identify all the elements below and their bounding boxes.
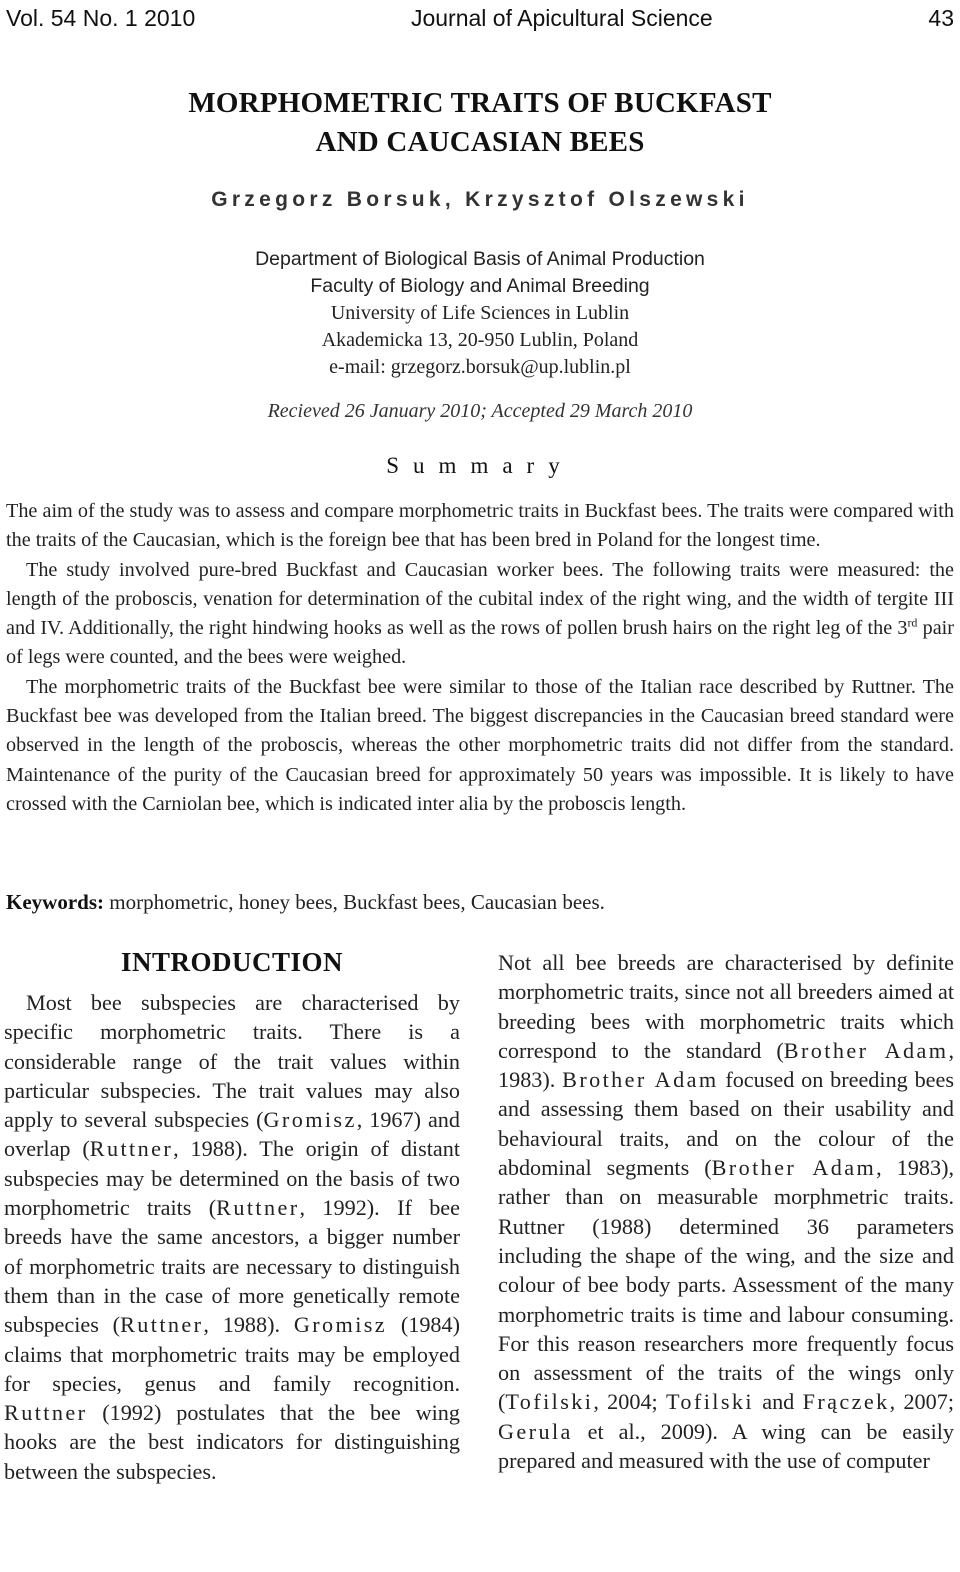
citation-author: Ruttner	[89, 1136, 174, 1162]
intro-paragraph-2	[498, 948, 954, 1475]
abstract-paragraph-1: The aim of the study was to assess and compare morphometric traits in Buckfast bees. The traits were compared with the traits of the Caucasian, which is the foreign bee that has been bred in Poland for the longest time.	[6, 500, 954, 552]
intro-text: , 1983), rather than on measurable morphmetric traits. Ruttner (1988) determined 36 parameters including the shape of the wing, and the size and colour of bee body parts. Assessment of the many morphometric traits is time and labour consuming. For this reason researchers more frequently focus on assessment of the traits of the wings only (	[498, 1155, 954, 1415]
affiliation-department: Department of Biological Basis of Animal Production	[255, 248, 705, 270]
citation-author: Ruttner	[216, 1195, 300, 1221]
running-header	[6, 4, 954, 32]
citation-author: Ruttner	[4, 1400, 88, 1426]
affiliation	[0, 246, 960, 381]
intro-text: (1984) claims that morphometric traits may be employed for species, genus and family recognition.	[4, 1312, 460, 1396]
citation-author: Brother Adam	[783, 1037, 949, 1063]
keywords-text: morphometric, honey bees, Buckfast bees, Caucasian bees.	[104, 890, 605, 914]
intro-text: , 1983).	[498, 1037, 954, 1093]
abstract-paragraph-2-text-b: pair of legs were counted, and the bees were weighed.	[6, 617, 954, 669]
abstract	[6, 497, 954, 819]
citation-author: Gerula	[498, 1418, 573, 1444]
summary-heading: Summary	[386, 453, 574, 478]
citation-author: Brother Adam	[562, 1067, 719, 1093]
title-line-1: MORPHOMETRIC TRAITS OF BUCKFAST	[188, 87, 772, 119]
intro-right-column	[498, 948, 954, 1475]
page-number: 43	[928, 5, 954, 31]
keywords-label: Keywords:	[6, 890, 104, 914]
intro-text: Not all bee breeds are characterised by definite morphometric traits, since not all breeders aimed at breeding bees with morphometric traits which correspond to the standard (	[498, 950, 954, 1063]
affiliation-faculty: Faculty of Biology and Animal Breeding	[310, 275, 650, 297]
intro-left-column	[4, 946, 460, 1486]
affiliation-address: Akademicka 13, 20-950 Lublin, Poland	[321, 329, 639, 351]
citation-author: Tofilski	[666, 1389, 754, 1415]
citation-author: Gromisz	[263, 1107, 357, 1133]
title-line-2: AND CAUCASIAN BEES	[315, 126, 645, 158]
volume-info: Vol. 54 No. 1 2010	[6, 5, 196, 31]
affiliation-university: University of Life Sciences in Lublin	[330, 302, 630, 324]
intro-text: , 1967) and overlap (	[4, 1107, 460, 1162]
citation-author: Frączek	[802, 1389, 890, 1415]
keywords	[6, 887, 954, 917]
intro-text: , 2007;	[889, 1389, 954, 1415]
citation-author: Brother Adam	[711, 1155, 877, 1181]
intro-text: (1992) postulates that the bee wing hooks are the best indicators for distinguishing between the subspecies.	[4, 1400, 460, 1484]
journal-name: Journal of Apicultural Science	[410, 5, 713, 31]
intro-text: , 1992). If bee breeds have the same ancestors, a bigger number of morphometric traits are necessary to distinguish them than in the case of more genetically remote subspecies (	[4, 1195, 460, 1338]
intro-text: , 1988). The origin of distant subspecies may be determined on the basis of two morphometric traits (	[4, 1136, 460, 1221]
article-title	[0, 84, 960, 162]
citation-author: Tofilski	[505, 1389, 594, 1415]
abstract-paragraph-2-text-a: The study involved pure-bred Buckfast and Caucasian worker bees. The following traits were measured: the length of the proboscis, venation for determination of the cubital index of the right wing, and the width of tergite III and IV. Additionally, the right hindwing hooks as well as the rows of pollen brush hairs on the right leg of the 3	[6, 558, 954, 640]
intro-text: , 2004;	[593, 1389, 667, 1415]
intro-text: Most bee subspecies are characterised by specific morphometric traits. There is a considerable range of the trait values within particular subspecies. The trait values may also apply to several subspecies (	[4, 990, 460, 1133]
introduction-heading: INTRODUCTION	[120, 947, 344, 977]
citation-author: Ruttner	[120, 1312, 204, 1338]
intro-paragraph-1	[4, 988, 460, 1486]
ordinal-superscript: rd	[907, 615, 918, 630]
intro-text: , 1988).	[203, 1312, 294, 1338]
abstract-paragraph-2	[6, 556, 954, 673]
abstract-paragraph-3: The morphometric traits of the Buckfast bee were similar to those of the Italian race described by Ruttner. The Buckfast bee was developed from the Italian breed. The biggest discrepancies in the Caucasian breed standard were observed in the length of the proboscis, whereas the other morphometric traits did not differ from the standard. Maintenance of the purity of the Caucasian breed for approximately 50 years was impossible. It is likely to have crossed with the Carniolan bee, which is indicated inter alia by the proboscis length.	[6, 675, 954, 815]
received-dates: Recieved 26 January 2010; Accepted 29 March 2010	[267, 400, 693, 422]
intro-text: and	[753, 1389, 803, 1415]
citation-author: Gromisz	[293, 1312, 388, 1338]
intro-text: et al., 2009). A wing can be easily prepared and measured with the use of computer	[498, 1418, 954, 1474]
authors: Grzegorz Borsuk, Krzysztof Olszewski	[211, 188, 749, 211]
intro-text: focused on breeding bees and assessing them based on their usability and behavioural traits, and on the colour of the abdominal segments (	[498, 1067, 954, 1181]
author-email: e-mail: grzegorz.borsuk@up.lublin.pl	[329, 356, 631, 378]
